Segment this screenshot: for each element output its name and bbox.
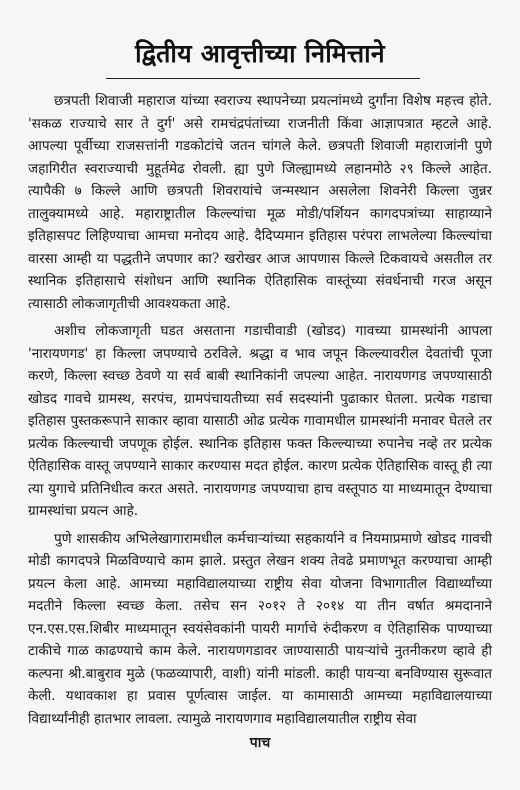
page-number: पाच [249, 735, 271, 751]
paragraph-1: छत्रपती शिवाजी महाराज यांच्या स्वराज्य स्थापनेच्या प्रयत्नांमध्ये दुर्गांना विशेष महत्त्व होते. 'सकळ राज्याचे सार ते दुर्ग' असे रामचंद्रपंतांच्या राजनीती किंवा आज्ञापत्रात म्हटले आहे. आपल्या पूर्वीच्या राजसत्तांनी गडकोटांचे जतन चांगले केले. छत्रपती शिवाजी महाराजांनी पुणे जहागिरीत स्वराज्याची मुहूर्तमेढ रोवली. ह्या पुणे जिल्ह्यामध्ये लहानमोठे २९ किल्ले आहेत. त्यापैकी ७ किल्ले आणि छत्रपती शिवरायांचे जन्मस्थान असलेला शिवनेरी किल्ला जुन्नर तालुक्यामध्ये आहे. महाराष्ट्रातील किल्ल्यांचा मूळ मोडी/पर्शियन कागदपत्रांच्या साहाय्याने इतिहासपट लिहिण्याचा आमचा मनोदय आहे. दैदिप्यमान इतिहास परंपरा लाभलेल्या किल्ल्यांचा वारसा आम्ही या पद्धतीने जपणार का? खरोखर आज आपणास किल्ले टिकवायचे असतील तर स्थानिक इतिहासाचे संशोधन आणि स्थानिक ऐतिहासिक वास्तूंच्या संवर्धनाची गरज असून त्यासाठी लोकजागृतीची आवश्यकता आहे. [28, 93, 493, 312]
body-text [28, 90, 492, 735]
title-underline [106, 78, 420, 79]
page-title: द्वितीय आवृत्तीच्या निमित्ताने [135, 39, 385, 68]
title-container [0, 36, 520, 72]
paragraph-3: पुणे शासकीय अभिलेखागारामधील कर्मचाऱ्यांच्या सहकार्याने व नियमाप्रमाणे खोडद गावची मोडी कागदपत्रे मिळविण्याचे काम झाले. प्रस्तुत लेखन शक्य तेवढे प्रमाणभूत करण्याचा आम्ही प्रयत्न केला आहे. आमच्या महाविद्यालयाच्या राष्ट्रीय सेवा योजना विभागातील विद्यार्थ्यांच्या मदतीने किल्ला स्वच्छ केला. तसेच सन २०१२ ते २०१४ या तीन वर्षात श्रमदानाने एन.एस.एस.शिबीर माध्यमातून स्वयंसेवकांनी पायरी मार्गाचे रुंदीकरण व ऐतिहासिक पाण्याच्या टाकीचे गाळ काढण्याचे काम केले. नारायणगडावर जाण्यासाठी पायऱ्यांचे नुतनीकरण व्हावे ही कल्पना श्री.बाबुराव मुळे (फळव्यापारी, वाशी) यांनी मांडली. काही पायऱ्या बनविण्यास सुरूवात केली. यथावकाश हा प्रवास पूर्णत्वास जाईल. या कामासाठी आमच्या महाविद्यालयाच्या विद्यार्थ्यांनीही हातभार लावला. त्यामुळे नारायणगाव महाविद्यालयातील राष्ट्रीय सेवा [28, 530, 492, 727]
paragraph-2: अशीच लोकजागृती घडत असताना गडाचीवाडी (खोडद) गावच्या ग्रामस्थांनी आपला 'नारायणगड' हा किल्ला जपण्याचे ठरविले. श्रद्धा व भाव जपून किल्ल्यावरील देवतांची पूजा करणे, किल्ला स्वच्छ ठेवणे या सर्व बाबी स्थानिकांनी जपल्या आहेत. नारायणगड जपण्यासाठी खोडद गावचे ग्रामस्थ, सरपंच, ग्रामपंचायतीच्या सर्व सदस्यांनी पुढाकार घेतला. प्रत्येक गडाचा इतिहास पुस्तकरूपाने साकार व्हावा यासाठी ओढ प्रत्येक गावामधील ग्रामस्थांनी मनावर घेतले तर प्रत्येक किल्ल्याची जपणूक होईल. स्थानिक इतिहास फक्त किल्ल्याच्या रुपानेच नव्हे तर प्रत्येक ऐतिहासिक वास्तू जपण्याने साकार करण्यास मदत होईल. कारण प्रत्येक ऐतिहासिक वास्तू ही त्या त्या युगाचे प्रतिनिधीत्व करत असते. नारायणगड जपण्याचा हाच वस्तूपाठ या माध्यमातून देण्याचा ग्रामस्थांचा प्रयत्न आहे. [28, 323, 492, 519]
